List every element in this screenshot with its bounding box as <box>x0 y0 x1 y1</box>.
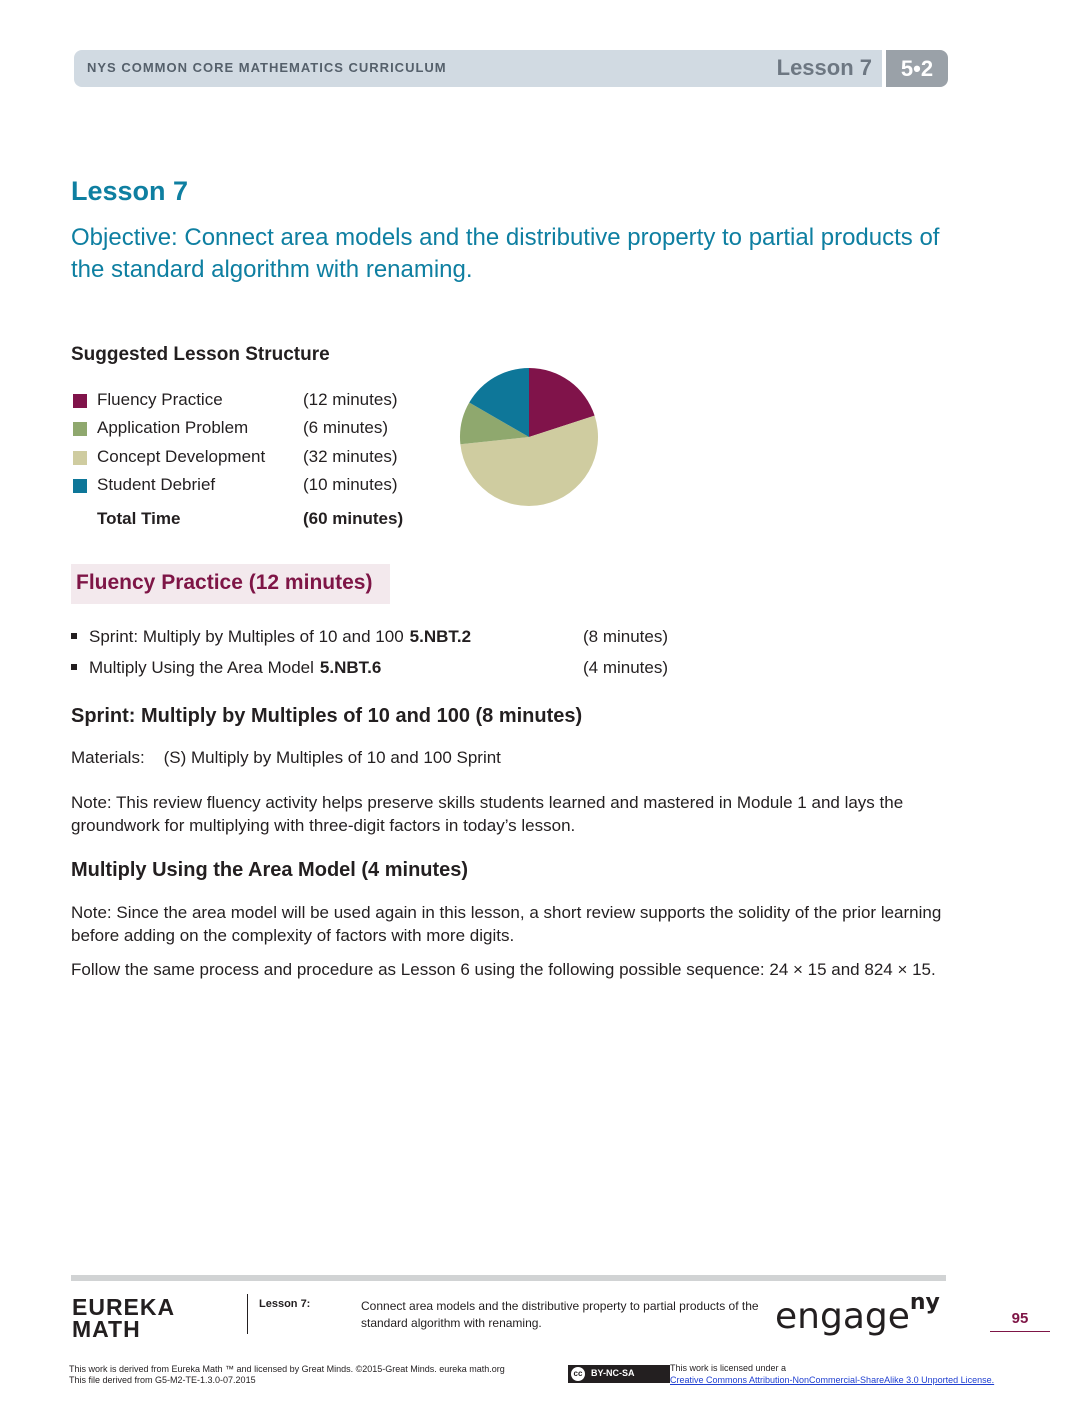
license-note: This work is licensed under a Creative Commons Attribution-NonCommercial-ShareAlike 3.0 Unported License. <box>670 1363 995 1385</box>
lesson-title: Lesson 7 <box>71 176 189 206</box>
structure-minutes: (32 minutes) <box>303 447 398 466</box>
total-label: Total Time <box>97 509 181 528</box>
footer-lesson-label: Lesson 7: <box>259 1298 311 1310</box>
area-model-follow: Follow the same process and procedure as Lesson 6 using the following possible sequence: 24 × 15 and 824 × 15. <box>71 960 936 979</box>
page-number-underline <box>990 1331 1050 1332</box>
footer-divider <box>71 1275 946 1281</box>
area-model-note: Note: Since the area model will be used again in this lesson, a short review supports the solidity of the prior learning before adding on the complexity of factors with more digits. <box>71 903 942 945</box>
license-link[interactable]: Creative Commons Attribution-NonCommercial-ShareAlike 3.0 Unported License. <box>670 1375 995 1385</box>
bullet-text: Multiply Using the Area Model <box>89 658 314 677</box>
creative-commons-badge[interactable]: cc BY-NC-SA <box>568 1365 670 1383</box>
structure-heading: Suggested Lesson Structure <box>71 344 330 365</box>
eureka-math-logo: EUREKA MATH <box>72 1294 176 1342</box>
bullet-square-icon <box>71 664 77 670</box>
header-lesson: Lesson 7 <box>776 55 872 80</box>
page-number: 95 <box>1011 1310 1029 1327</box>
lesson-structure-pie-chart <box>458 366 600 508</box>
structure-minutes: (12 minutes) <box>303 390 398 409</box>
lesson-objective: Objective: Connect area models and the distributive property to partial products of the standard algorithm with renaming. <box>71 224 940 283</box>
engageny-logo: engage$^{ny}$ <box>775 1290 940 1337</box>
total-minutes: (60 minutes) <box>303 509 404 528</box>
bullet-standard: 5.NBT.6 <box>319 658 382 677</box>
bullet-standard: 5.NBT.2 <box>409 627 472 646</box>
structure-label: Application Problem <box>97 418 249 437</box>
footer-derived-note: This work is derived from Eureka Math ™ and licensed by Great Minds. ©2015-Great Minds. eureka math.org This file derived from G5-M2-TE-1.3.0-07.2015 <box>69 1364 505 1385</box>
sprint-materials: Materials: (S) Multiply by Multiples of 10 and 100 Sprint <box>71 748 501 767</box>
fluency-title: Fluency Practice (12 minutes) <box>76 571 373 594</box>
area-model-heading: Multiply Using the Area Model (4 minutes) <box>71 859 469 881</box>
structure-label: Concept Development <box>97 447 266 466</box>
fluency-section-banner <box>71 564 390 604</box>
bullet-text: Sprint: Multiply by Multiples of 10 and 100 <box>89 627 404 646</box>
bullet-minutes: (4 minutes) <box>583 658 669 677</box>
legend-swatch <box>73 451 87 465</box>
curriculum-title: NYS COMMON CORE MATHEMATICS CURRICULUM <box>87 60 447 75</box>
structure-label: Student Debrief <box>97 475 216 494</box>
legend-swatch <box>73 479 87 493</box>
structure-minutes: (6 minutes) <box>303 418 389 437</box>
sprint-note: Note: This review fluency activity helps preserve skills students learned and mastered in Module 1 and lays the groundwork for multiplying with three-digit factors in today’s lesson. <box>71 793 904 835</box>
header-grade-module: 5•2 <box>886 50 948 87</box>
page-header <box>74 50 948 87</box>
structure-minutes: (10 minutes) <box>303 475 398 494</box>
legend-swatch <box>73 422 87 436</box>
structure-label: Fluency Practice <box>97 390 223 409</box>
cc-icon: cc <box>571 1367 585 1381</box>
legend-swatch <box>73 394 87 408</box>
footer-lesson-description: Connect area models and the distributive property to partial products of the standard algorithm with renaming. <box>361 1299 759 1330</box>
bullet-minutes: (8 minutes) <box>583 627 669 646</box>
sprint-heading: Sprint: Multiply by Multiples of 10 and 100 (8 minutes) <box>71 705 583 727</box>
bullet-square-icon <box>71 633 77 639</box>
footer-separator <box>247 1294 248 1334</box>
